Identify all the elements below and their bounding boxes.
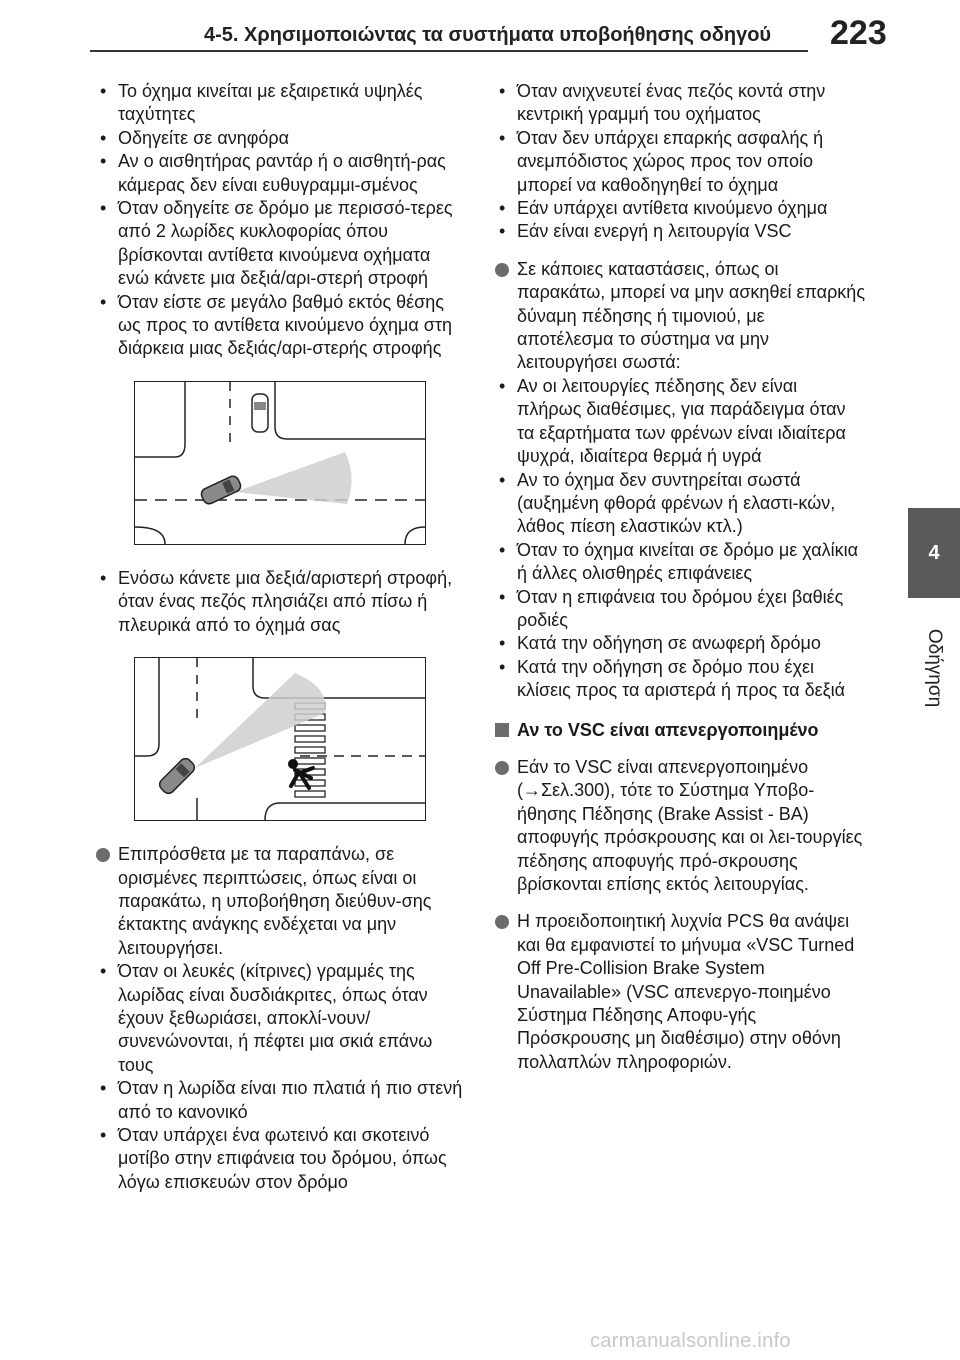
list-item: • Κατά την οδήγηση σε δρόμο που έχει κλίσεις προς τα αριστερά ή προς τα δεξιά bbox=[495, 656, 865, 703]
turn-oncoming-vehicle-figure bbox=[134, 381, 426, 545]
header-rule bbox=[90, 50, 808, 52]
list-item: • Εάν είναι ενεργή η λειτουργία VSC bbox=[495, 220, 865, 243]
page-header bbox=[0, 0, 960, 76]
list-item: • Όταν η λωρίδα είναι πιο πλατιά ή πιο στενή από το κανονικό bbox=[96, 1077, 466, 1124]
list-item: • Το όχημα κινείται με εξαιρετικά υψηλές ταχύτητες bbox=[96, 80, 466, 127]
crosswalk-diagram bbox=[135, 658, 425, 820]
list-item: • Αν ο αισθητήρας ραντάρ ή ο αισθητή-ρας κάμερας δεν είναι ευθυγραμμι-σμένος bbox=[96, 150, 466, 197]
list-item: • Εάν υπάρχει αντίθετα κινούμενο όχημα bbox=[495, 197, 865, 220]
list-item: • Αν το όχημα δεν συντηρείται σωστά (αυξημένη φθορά φρένων ή ελαστι-κών, λάθος πίεση ελαστικών κτλ.) bbox=[495, 469, 865, 539]
info-paragraph: Σε κάποιες καταστάσεις, όπως οι παρακάτω, μπορεί να μην ασκηθεί επαρκής δύναμη πέδησης ή τιμονιού, με αποτέλεσμα το σύστημα να μην λειτουργήσει σωστά: bbox=[495, 258, 865, 375]
list-item: • Ενόσω κάνετε μια δεξιά/αριστερή στροφή, όταν ένας πεζός πλησιάζει από πίσω ή πλευρικά από το όχημά σας bbox=[96, 567, 466, 637]
list-item: • Οδηγείτε σε ανηφόρα bbox=[96, 127, 466, 150]
turn-pedestrian-figure bbox=[134, 657, 426, 821]
section-title: 4-5. Χρησιμοποιώντας τα συστήματα υποβοήθησης οδηγού bbox=[204, 24, 772, 46]
list-item: • Όταν ανιχνευτεί ένας πεζός κοντά στην κεντρική γραμμή του οχήματος bbox=[495, 80, 865, 127]
right-column bbox=[495, 80, 865, 1074]
list-item: • Αν οι λειτουργίες πέδησης δεν είναι πλήρως διαθέσιμες, για παράδειγμα όταν τα εξαρτήματα των φρένων είναι ιδιαίτερα ψυχρά, ιδιαίτερα θερμά ή υγρά bbox=[495, 375, 865, 469]
list-item: • Όταν οδηγείτε σε δρόμο με περισσό-τερες από 2 λωρίδες κυκλοφορίας όπου βρίσκονται αντίθετα κινούμενα οχήματα ενώ κάνετε μια δεξιά/αρι-στερή στροφή bbox=[96, 197, 466, 291]
page-number: 223 bbox=[830, 14, 887, 52]
list-item: • Όταν είστε σε μεγάλο βαθμό εκτός θέσης ως προς το αντίθετα κινούμενο όχημα στη διάρκεια μιας δεξιάς/αρι-στερής στροφής bbox=[96, 291, 466, 361]
left-column bbox=[96, 80, 466, 1194]
info-paragraph: Εάν το VSC είναι απενεργοποιημένο (→Σελ.300), τότε το Σύστημα Υποβο-ήθησης Πέδησης (Brake Assist - BA) αποφυγής πρόσκρουσης και οι λει-τουργίες πέδησης αποφυγής πρό-σκρουσης βρίσκονται επίσης εκτός λειτουργίας. bbox=[495, 756, 865, 896]
list-item: • Όταν δεν υπάρχει επαρκής ασφαλής ή ανεμπόδιστος χώρος προς τον οποίο μπορεί να καθοδηγηθεί το όχημα bbox=[495, 127, 865, 197]
list-item: • Όταν υπάρχει ένα φωτεινό και σκοτεινό μοτίβο στην επιφάνεια του δρόμου, όπως λόγω επισκευών στον δρόμο bbox=[96, 1124, 466, 1194]
chapter-tab[interactable] bbox=[908, 508, 960, 598]
info-paragraph: Η προειδοποιητική λυχνία PCS θα ανάψει και θα εμφανιστεί το μήνυμα «VSC Turned Off Pre-Collision Brake System Unavailable» (VSC απενεργο-ποιημένο Σύστημα Πέδησης Αποφυ-γής Πρόσκρουσης μη διαθέσιμο) στην οθόνη πολλαπλών πληροφοριών. bbox=[495, 910, 865, 1074]
list-item: • Όταν οι λευκές (κίτρινες) γραμμές της λωρίδας είναι δυσδιάκριτες, όπως όταν έχουν ξεθωριάσει, αποκλί-νουν/συνενώνονται, ή πέφτει μια σκιά επάνω τους bbox=[96, 960, 466, 1077]
chapter-number: 4 bbox=[928, 541, 940, 564]
info-paragraph: Επιπρόσθετα με τα παραπάνω, σε ορισμένες περιπτώσεις, όπως είναι οι παρακάτω, η υποβοήθηση διεύθυν-σης έκτακτης ανάγκης ενδέχεται να μην λειτουργήσει. bbox=[96, 843, 466, 960]
list-item: • Όταν το όχημα κινείται σε δρόμο με χαλίκια ή άλλες ολισθηρές επιφάνειες bbox=[495, 539, 865, 586]
list-item: • Κατά την οδήγηση σε ανωφερή δρόμο bbox=[495, 632, 865, 655]
footer-watermark: carmanualsonline.info bbox=[590, 1330, 791, 1352]
chapter-label: Οδήγηση bbox=[924, 628, 946, 708]
list-item: • Όταν η επιφάνεια του δρόμου έχει βαθιές ροδιές bbox=[495, 586, 865, 633]
section-heading: Αν το VSC είναι απενεργοποιημένο bbox=[495, 719, 865, 742]
intersection-diagram bbox=[135, 382, 425, 544]
